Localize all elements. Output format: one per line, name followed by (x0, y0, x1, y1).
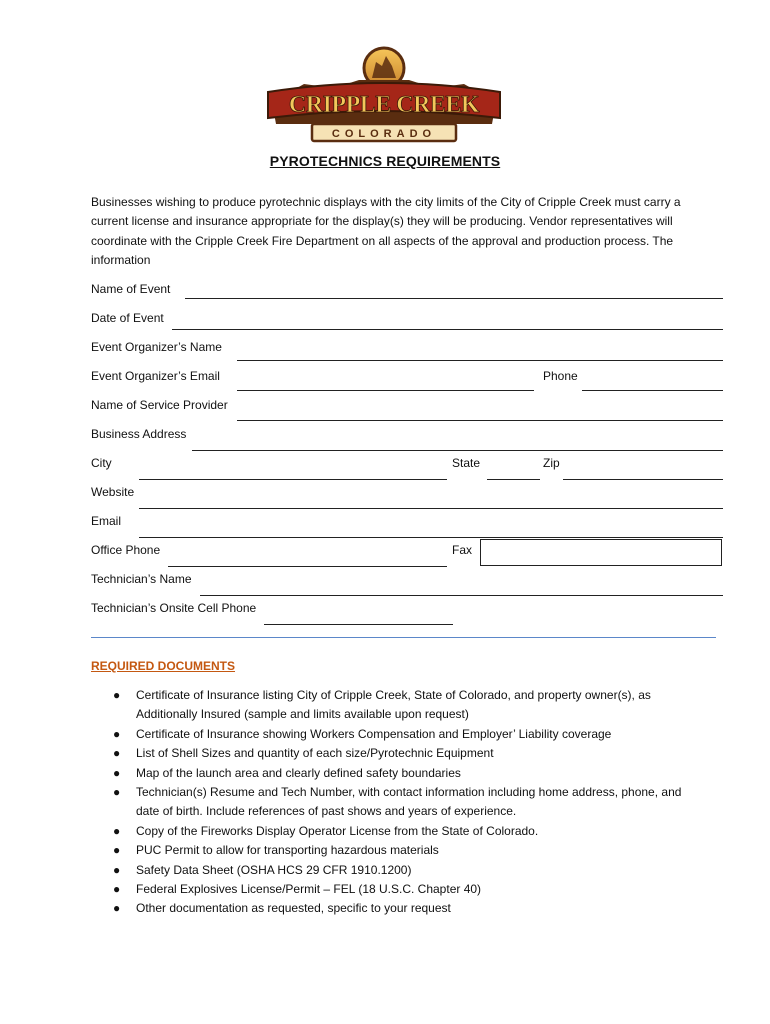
event-date-field[interactable] (172, 329, 723, 330)
list-item: ● Copy of the Fireworks Display Operator License from the State of Colorado. (108, 822, 708, 841)
event-name-label: Name of Event (91, 282, 171, 296)
required-documents-list (108, 686, 708, 919)
technician-name-label: Technician’s Name (91, 572, 192, 586)
organizer-name-label: Event Organizer’s Name (91, 340, 222, 354)
bullet-icon: ● (113, 765, 121, 780)
technician-name-field[interactable] (200, 595, 723, 596)
organizer-name-field[interactable] (237, 360, 723, 361)
business-address-label: Business Address (91, 427, 187, 441)
page-title: PYROTECHNICS REQUIREMENTS (269, 153, 501, 169)
bullet-icon: ● (113, 843, 121, 858)
organizer-email-field[interactable] (237, 390, 534, 391)
technician-cell-label: Technician’s Onsite Cell Phone (91, 601, 257, 615)
fax-field[interactable] (480, 539, 722, 566)
list-item: ● Federal Explosives License/Permit – FEL (18 U.S.C. Chapter 40) (108, 880, 708, 899)
zip-label: Zip (543, 456, 560, 470)
list-item: ● Technician(s) Resume and Tech Number, with contact information including home address, phone, and date of birth. Include references of past shows and years of experience. (113, 785, 682, 819)
event-name-field[interactable] (185, 298, 723, 299)
section-divider (91, 637, 716, 638)
bullet-icon: ● (113, 746, 121, 761)
cripple-creek-logo (264, 44, 504, 146)
bullet-icon: ● (113, 785, 121, 800)
list-item: ● List of Shell Sizes and quantity of each size/Pyrotechnic Equipment (108, 744, 708, 763)
phone-field[interactable] (582, 390, 723, 391)
list-item: ● Safety Data Sheet (OSHA HCS 29 CFR 1910.1200) (108, 861, 708, 880)
city-field[interactable] (139, 479, 447, 480)
event-date-label: Date of Event (91, 311, 164, 325)
office-phone-label: Office Phone (91, 543, 161, 557)
state-field[interactable] (487, 479, 540, 480)
bullet-icon: ● (113, 823, 121, 838)
list-item: ● Map of the launch area and clearly defined safety boundaries (108, 764, 708, 783)
bullet-icon: ● (113, 882, 121, 897)
bullet-icon: ● (113, 862, 121, 877)
zip-field[interactable] (563, 479, 723, 480)
list-item: ● Certificate of Insurance listing City of Cripple Creek, State of Colorado, and property owner(s), as Additionally Insured (sample and limits available upon request) (113, 688, 651, 722)
bullet-icon: ● (113, 726, 121, 741)
technician-cell-field[interactable] (264, 624, 453, 625)
bullet-icon: ● (113, 688, 121, 702)
logo-main-text: CRIPPLE CREEK (288, 92, 480, 118)
city-label: City (91, 456, 112, 470)
list-item: ● Certificate of Insurance showing Workers Compensation and Employer’ Liability coverage (108, 725, 708, 744)
provider-name-field[interactable] (237, 420, 723, 421)
logo-sub-text: COLORADO (331, 128, 437, 140)
website-label: Website (91, 485, 135, 499)
list-item: ● PUC Permit to allow for transporting hazardous materials (108, 841, 708, 860)
email-field[interactable] (139, 537, 723, 538)
office-phone-field[interactable] (168, 566, 447, 567)
provider-name-label: Name of Service Provider (91, 398, 228, 412)
intro-paragraph: Businesses wishing to produce pyrotechnic displays with the city limits of the City of Cripple Creek must carry a current license and insurance appropriate for the display(s) they will be producing. Vendor representatives will coordinate with the Cripple Creek Fire Department on all aspects of the approval and production process. The information (91, 195, 681, 268)
business-address-field[interactable] (192, 450, 723, 451)
required-documents-heading: REQUIRED DOCUMENTS (91, 659, 236, 673)
bullet-icon: ● (113, 901, 121, 916)
organizer-email-label: Event Organizer’s Email (91, 369, 220, 383)
website-field[interactable] (139, 508, 723, 509)
state-label: State (452, 456, 481, 470)
email-label: Email (91, 514, 122, 528)
list-item: ● Other documentation as requested, specific to your request (108, 899, 708, 918)
fax-label: Fax (452, 543, 473, 557)
phone-label: Phone (543, 369, 578, 383)
